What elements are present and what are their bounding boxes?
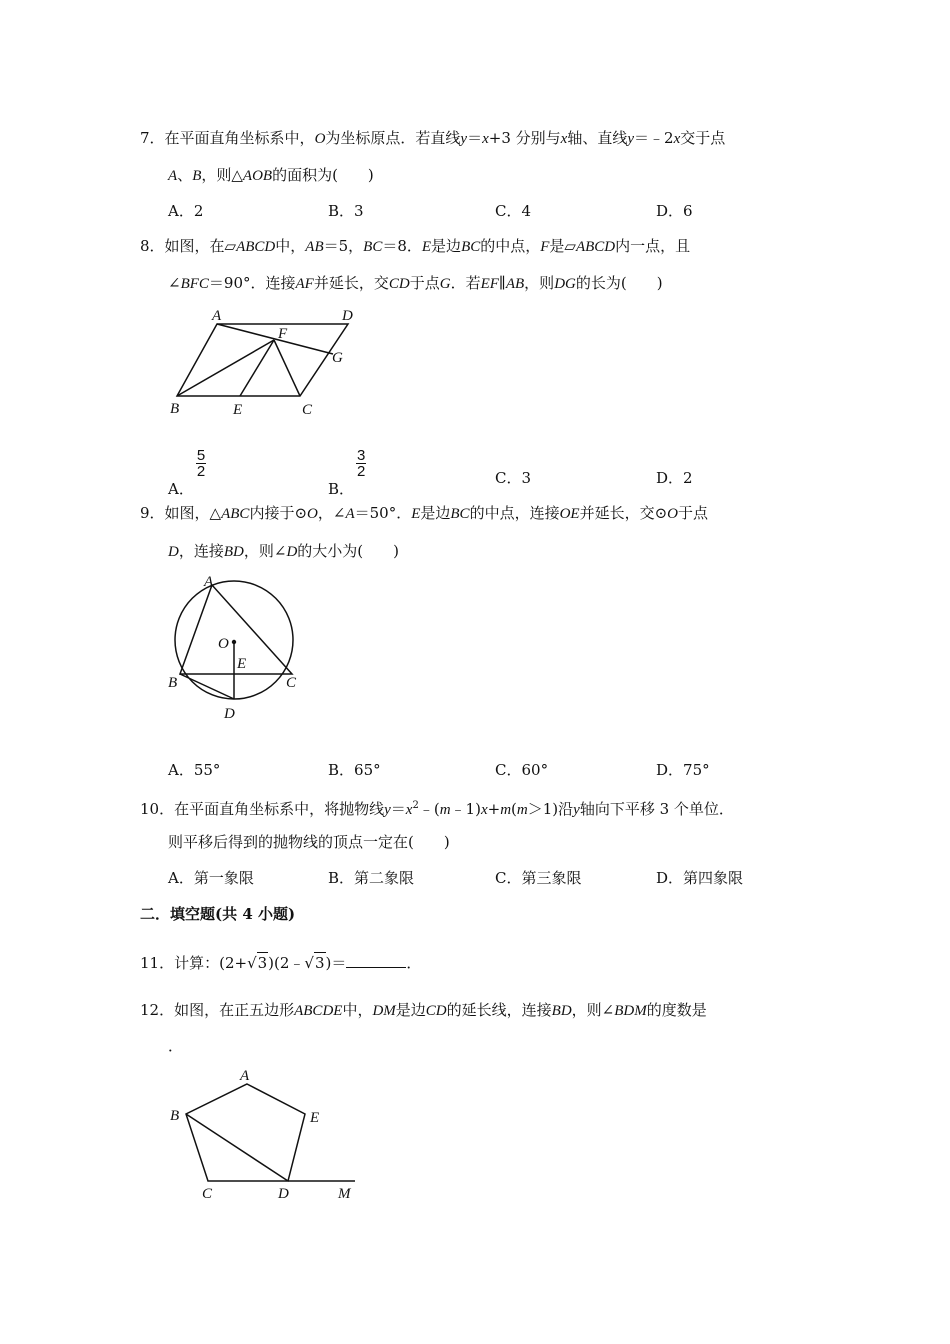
label-b: B (168, 675, 178, 691)
q7-option-b: B．3 (328, 202, 364, 220)
label-e: E (233, 402, 243, 418)
q7-number: 7． (140, 129, 165, 147)
section-title-fill-in: 二．填空题(共 4 小题) (140, 905, 296, 923)
fraction-3-2: $\frac{3}{2}$ (357, 447, 366, 480)
label-a: A (240, 1068, 250, 1084)
label-f: F (278, 326, 288, 342)
sqrt-symbol-1: √ (247, 954, 257, 972)
label-m: M (338, 1186, 351, 1202)
q9-option-c: C．60° (495, 761, 549, 779)
q10-option-d: D．第四象限 (656, 869, 744, 887)
label-d: D (342, 308, 353, 324)
segment-ag (217, 324, 333, 354)
pentagon-abcde (186, 1084, 305, 1181)
segment-bd (180, 674, 234, 699)
label-b: B (170, 401, 180, 417)
q10-option-a: A．第一象限 (168, 869, 254, 887)
q8-line2: ∠BFC＝90°．连接AF并延长，交CD于点G．若EF∥AB，则DG的长为( ) (168, 274, 663, 292)
q9-number: 9． (140, 504, 165, 522)
q9-line1: 9．如图，△ABC内接于⊙O，∠A＝50°．E是边BC的中点，连接OE并延长，交⊙O于点 (140, 504, 709, 522)
label-b: B (170, 1108, 180, 1124)
label-e: E (237, 656, 247, 672)
label-d: D (224, 706, 235, 722)
label-o: O (218, 636, 229, 652)
q8-line1: 8．如图，在▱ABCD中，AB＝5，BC＝8．E是边BC的中点，F是▱ABCD内一点，且 (140, 237, 691, 255)
answer-blank (346, 967, 406, 968)
q7-option-d: D．6 (656, 202, 693, 220)
segment-ef (240, 340, 274, 396)
segment-bf (177, 340, 274, 396)
label-c: C (302, 402, 313, 418)
label-c: C (202, 1186, 213, 1202)
q12-line1: 12．如图，在正五边形ABCDE中，DM是边CD的延长线，连接BD，则∠BDM的度数是 (140, 1001, 707, 1019)
q8-option-a: A． $\frac{5}{2}$ (168, 447, 206, 498)
fraction-5-2: $\frac{5}{2}$ (196, 447, 206, 480)
q10-option-b: B．第二象限 (328, 869, 415, 887)
q9-option-b: B．65° (328, 761, 381, 779)
q12-line2: ． (168, 1037, 184, 1055)
q10-option-c: C．第三象限 (495, 869, 582, 887)
sqrt-3-first: 3 (257, 954, 268, 972)
q8-number: 8． (140, 237, 165, 255)
sqrt-3-second: 3 (314, 954, 325, 972)
label-c: C (286, 675, 297, 691)
q10-line1: 10．在平面直角坐标系中，将抛物线$y=x^2﹣(m﹣1)x+m(m>1)$沿y轴向下平移 3 个单位． (140, 800, 734, 818)
segment-bd (186, 1114, 288, 1181)
q10-number: 10． (140, 800, 175, 818)
q9-option-d: D．75° (656, 761, 710, 779)
segment-cf (274, 340, 300, 396)
q8-option-b: B． $\frac{3}{2}$ (328, 447, 366, 498)
label-a: A (204, 574, 214, 590)
center-point-o (232, 640, 236, 644)
q7-option-c: C．4 (495, 202, 532, 220)
q8-parallelogram-figure (160, 300, 380, 425)
label-a: A (212, 308, 222, 324)
q12-pentagon-figure (160, 1060, 370, 1210)
q9-line2: D，连接BD，则∠D的大小为( ) (168, 542, 399, 560)
label-e: E (310, 1110, 320, 1126)
q7-line2: A、B，则△AOB的面积为( ) (168, 166, 374, 184)
q8-option-c: C．3 (495, 469, 532, 487)
q9-circle-figure (160, 570, 310, 730)
label-d: D (278, 1186, 289, 1202)
q11-line: 11．计算：(2+√3)(2﹣√3)＝ ． (140, 954, 422, 972)
q8-option-d: D．2 (656, 469, 693, 487)
q11-number: 11． (140, 954, 175, 972)
label-g: G (332, 350, 343, 366)
q7-line1: 7．在平面直角坐标系中，O为坐标原点．若直线y＝x+3 分别与x轴、直线y＝﹣2x交于点 (140, 129, 726, 147)
q12-number: 12． (140, 1001, 175, 1019)
q9-option-a: A．55° (168, 761, 221, 779)
q10-line2: 则平移后得到的抛物线的顶点一定在( ) (168, 833, 450, 851)
sqrt-symbol-2: √ (304, 954, 314, 972)
q7-option-a: A．2 (168, 202, 204, 220)
